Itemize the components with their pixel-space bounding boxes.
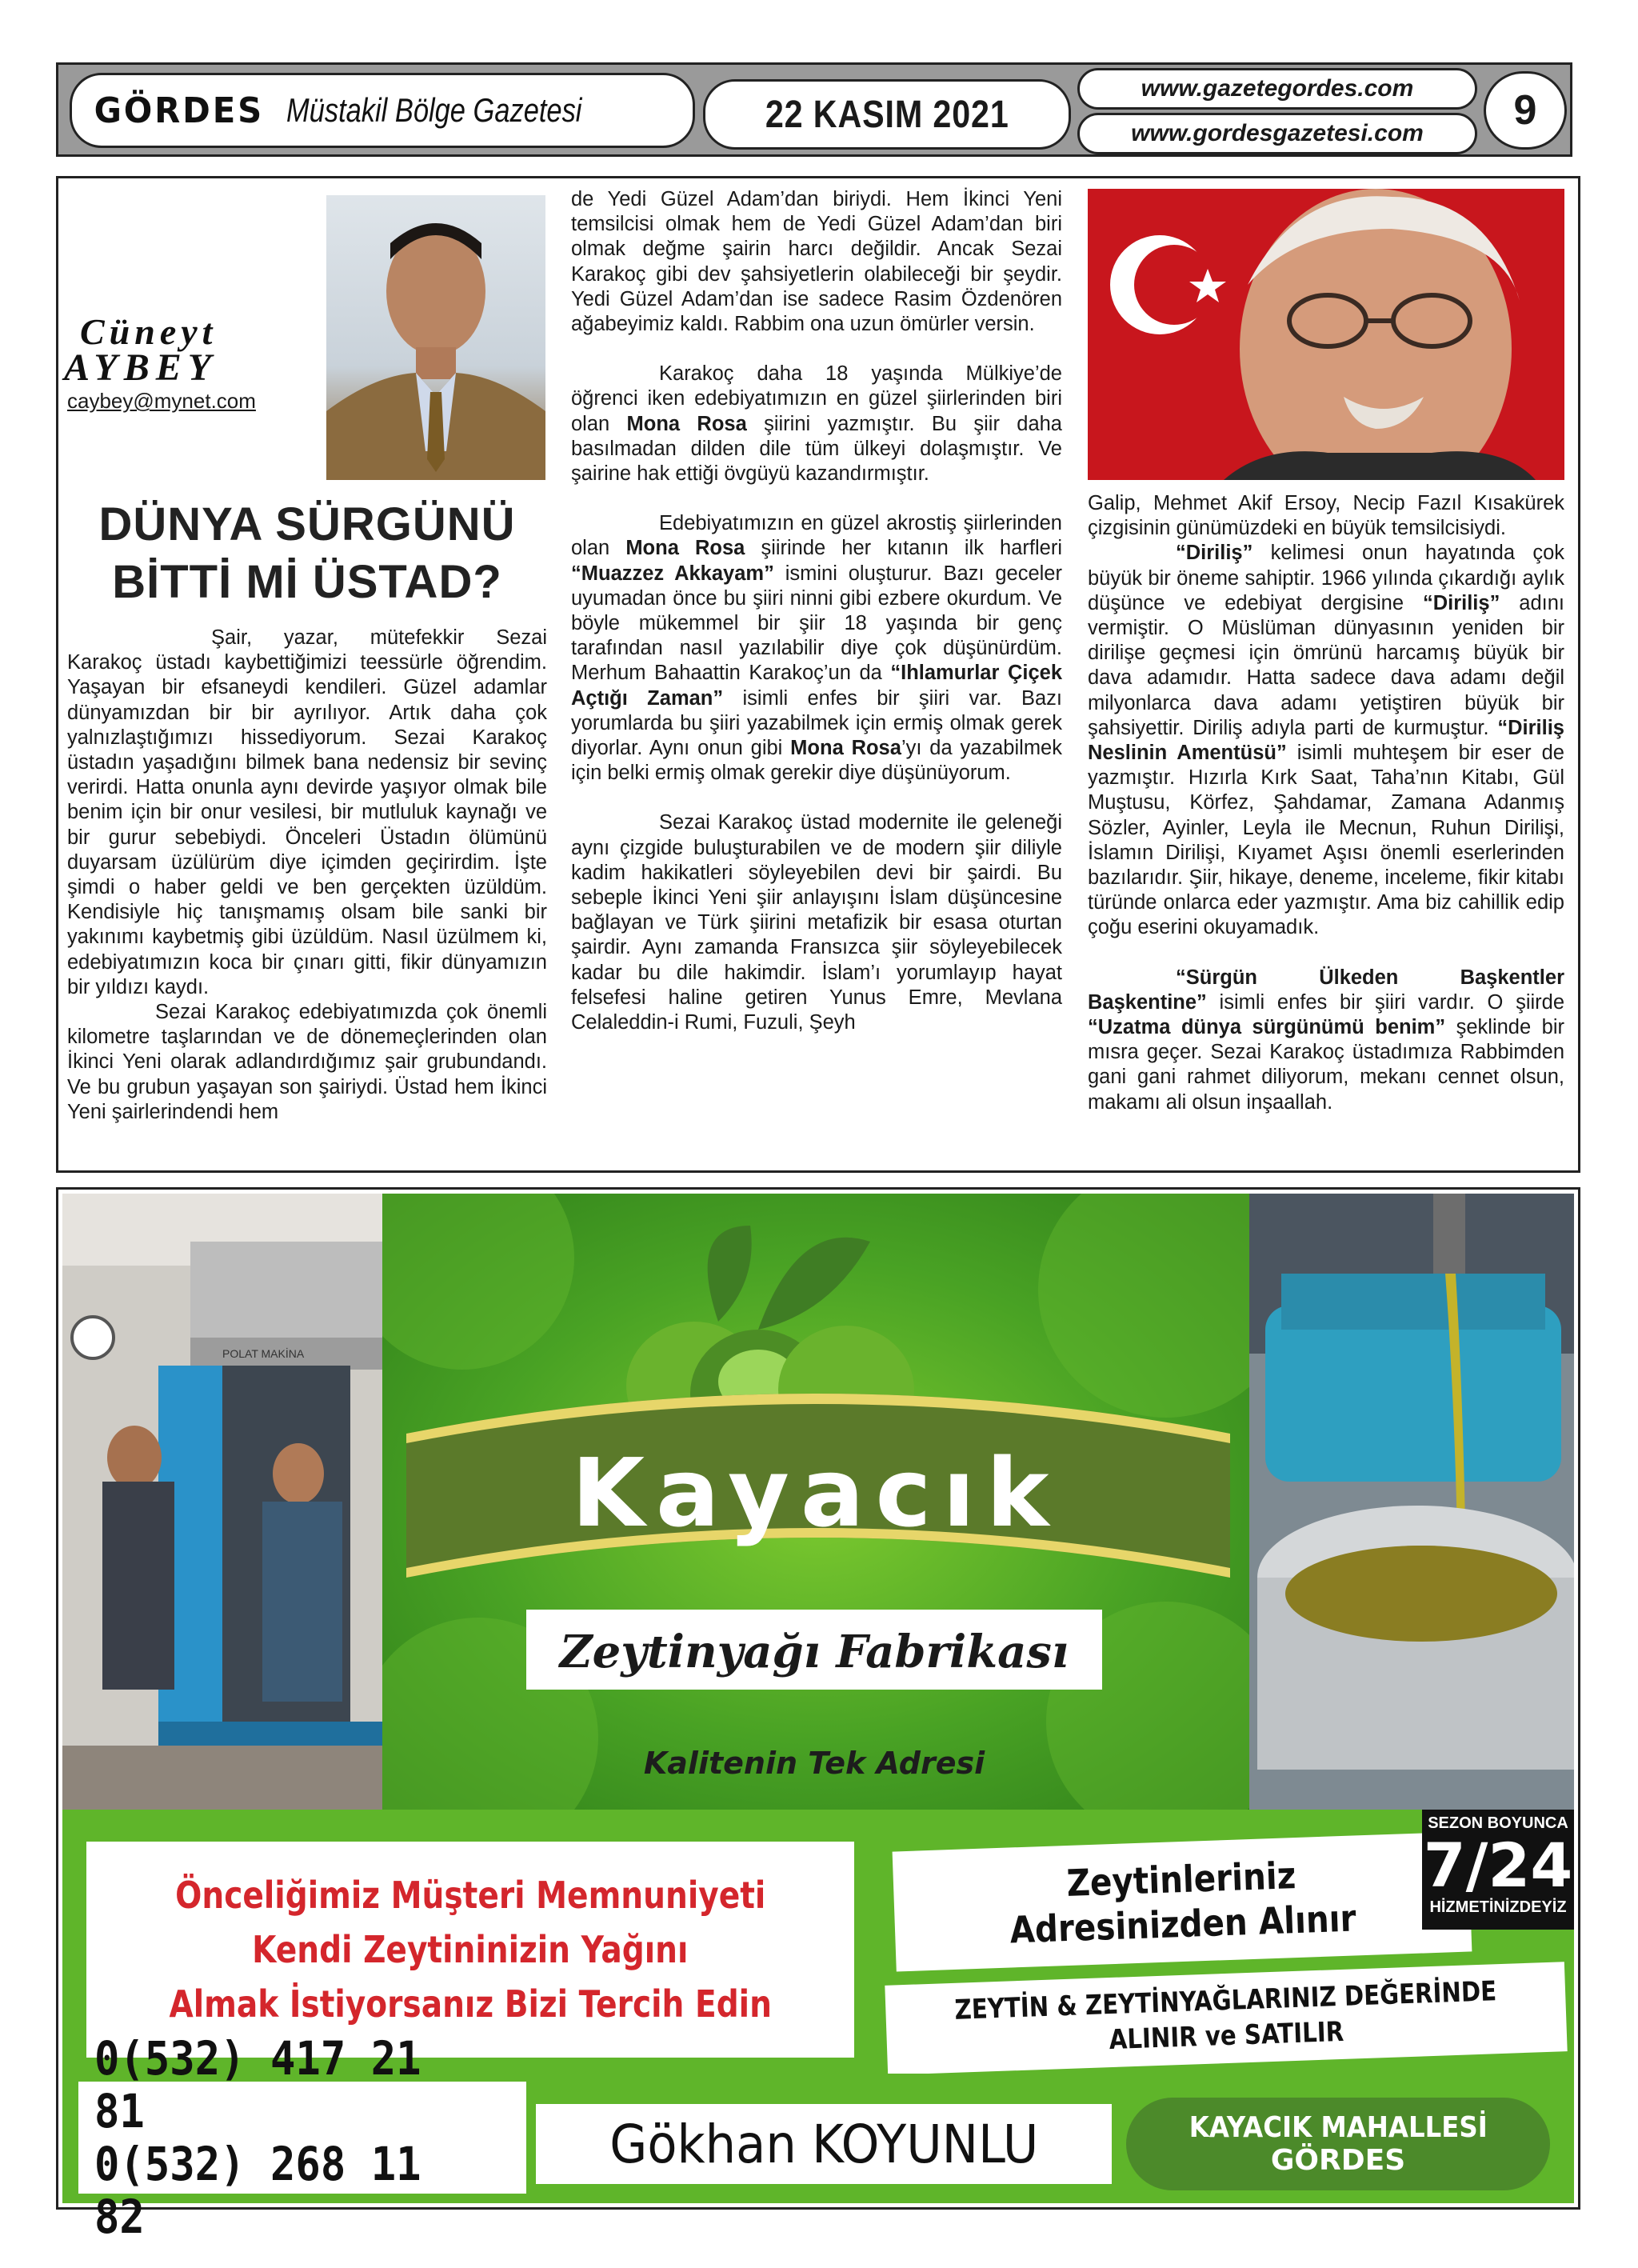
brand-name: Kayacık (571, 1438, 1061, 1548)
article-headline (67, 496, 547, 611)
paragraph: de Yedi Güzel Adam’dan biriydi. Hem İkinci Yeni temsilcisi olmak hem de Yedi Güzel Adam’dan biri olmak değme şairin harcı değildir. Ancak Sezai Karakoç gibi dev şahsiyetlerin olabileceği bir şeydir. Yedi Güzel Adam’dan ise sadece Rasim Özdenören ağabeyimiz kaldı. Rabbim ona uzun ömürler versin. (571, 188, 1062, 336)
contact-name: Gökhan KOYUNLU (609, 2113, 1039, 2175)
paragraph: Edebiyatımızın en güzel akrostiş şiirlerinden olan Mona Rosa şiirinde her kıtanın ilk harfleri “Muazzez Akkayam” ismini oluşturur. Bazı geceler uyumadan önce bu şiiri ninni gibi ezbere okurdum. Ve böyle mükemmel bir şiir 18 yaşında bir genç tarafından nasıl yazılabilir diye çok düşünürdüm. Merhum Bahaattin Karakoç’un da “Ihlamurlar Çiçek Açtığı Zaman” isimli enfes bir şiiri var. Bazı yorumlarda bu şiiri yazabilmek için ermiş olmak gerek diyorlar. Aynı onun gibi Mona Rosa’yı da yazabilmek için belki ermiş olmak gerekir diye düşünüyorum. (571, 512, 1062, 785)
poem-title: Mona Rosa (626, 412, 747, 435)
website-pill-1 (1077, 68, 1477, 110)
pickup-line-1: Zeytinleriniz (1065, 1854, 1297, 1906)
address-line-2: GÖRDES (1270, 2144, 1406, 2177)
contact-name-card (536, 2104, 1112, 2184)
headline-line-2: BİTTİ Mİ ÜSTAD? (112, 556, 502, 608)
tagline: Kalitenin Tek Adresi (643, 1746, 985, 1781)
paragraph: Sezai Karakoç edebiyatımızda çok önemli kilometre taşlarından ve de dönemeçlerinden olan İkinci Yeni olarak adlandırdığımız şair grubundandı. Ve bu grubun yaşayan son şairiydi. Üstad hem İkinci Yeni şairlerindendi hem (67, 1001, 547, 1123)
newspaper-subtitle: Müstakil Bölge Gazetesi (286, 91, 582, 129)
quote: “Diriliş” (1422, 591, 1500, 614)
kayacik-logo-panel (382, 1194, 1249, 1810)
olive-oil-photo (1249, 1194, 1574, 1810)
paragraph: Sezai Karakoç üstad modernite ile geleneği aynı çizgide buluşturabilen ve de modern şiir diliyle kadim hakikatleri söyleyebilen devi bir şairdi. Bu sebeple İkinci Yeni şiir anlayışını İslam düşüncesine bağlayan ve Türk şiirini metafizik bir esasa oturtan şairdir. Aynı zamanda Fransızca şiir söyleyebilecek kadar bu dile hakimdir. İslam’ı yorumlayıp hayat felsefesi haline getiren Yunus Emre, Mevlana Celaleddin-i Rumi, Fuzuli, Şeyh (571, 811, 1062, 1034)
sezai-karakoc-photo (1088, 189, 1564, 480)
poem-title: Mona Rosa (625, 537, 745, 560)
pickup-card (893, 1831, 1472, 1971)
paragraph: “Sürgün Ülkeden Başkentler Başkentine” isimli enfes bir şiiri vardır. O şiirde “Uzatma dünya sürgünümü benim” şeklinde bir mısra geçer. Sezai Karakoç üstadımıza Rabbimden gani gani rahmet diliyorum, mekanı cennet olsun, makamı ali olsun inşaallah. (1088, 966, 1565, 1114)
website-link-2[interactable]: www.gordesgazetesi.com (1131, 120, 1424, 146)
phone-number-1[interactable]: 0(532) 417 21 81 (94, 2031, 421, 2138)
trade-card (885, 1962, 1567, 2075)
quote: “Uzatma dünya sürgünümü benim” (1088, 1016, 1446, 1039)
paragraph: Karakoç daha 18 yaşında Mülkiye’de öğrenci iken edebiyatımızın en güzel şiirlerinden biri olan Mona Rosa şiirini yazmıştır. Bu şiir daha basılmadan dilden dile tüm ülkeyi dolaşmıştır. Ve şairine hak ettiği övgüyü kazandırmıştır. (571, 362, 1062, 486)
author-email[interactable]: caybey@mynet.com (67, 389, 256, 413)
trade-line-2: ALINIR ve SATILIR (1109, 2015, 1345, 2057)
slogan-line-3: Almak İstiyorsanız Bizi Tercih Edin (169, 1982, 772, 2026)
quote: “Muazzez Akkayam” (571, 562, 774, 585)
phone-card (78, 2031, 526, 2244)
slogan-line-1: Önceliğimiz Müşteri Memnuniyeti (174, 1874, 766, 1917)
factory-name: Zeytinyağı Fabrikası (559, 1626, 1069, 1678)
author-last-name: AYBEY (64, 346, 218, 389)
date-pill (703, 79, 1071, 150)
hours-label: 7/24 (1423, 1830, 1573, 1901)
address-badge (1126, 2098, 1550, 2190)
pickup-line-2: Adresinizden Alınır (1009, 1896, 1357, 1952)
page-number-badge (1484, 71, 1567, 150)
season-badge (1422, 1810, 1574, 1930)
article-column-3 (1088, 491, 1564, 1140)
slogan-card (86, 1842, 854, 2058)
paragraph: Galip, Mehmet Akif Ersoy, Necip Fazıl Kısakürek çizgisinin günümüzdeki en büyük temsilcisiydi. (1088, 492, 1564, 540)
poem-title: Mona Rosa (790, 737, 901, 760)
paragraph: “Diriliş” kelimesi onun hayatında çok büyük bir öneme sahiptir. 1966 yılında çıkardığı aylık düşünce ve edebiyat dergisine “Diriliş” adını vermiştir. O Müslüman dünyasının yeniden bir dirilişe geçmesi için ömrünü harcamış büyük bir dava adamıdır. Hatta sadece dava adamı değil milyonlarca dava adamı yetiştiren büyük bir şahsiyettir. Diriliş adıyla parti de kurmuştur. “Diriliş Neslinin Amentüsü” isimli muhteşem bir eser de yazmıştır. Hızırla Kırk Saat, Taha’nın Kitabı, Gül Muştusu, Körfez, Şahdamar, Zamana Adanmış Sözler, Ayinler, Leyla ile Mecnun, Ruhun Dirilişi, İslamın Dirilişi, Kıyamet Aşısı önemli eserlerinden bazılarıdır. Şiir, hikaye, deneme, inceleme, fikir kitabı türünde onlarca eder yazmıştır. Ama biz cahillik edip çoğu eserini okuyamadık. (1088, 542, 1564, 939)
article-column-2 (571, 187, 1062, 1060)
trade-line-1: ZEYTİN & ZEYTİNYAĞLARINIZ DEĞERİNDE (953, 1975, 1497, 2026)
quote: “Sürgün Ülkeden Başkentler Başkentine” (1088, 966, 1564, 1014)
publication-date: 22 KASIM 2021 (765, 93, 1009, 136)
article-column-1 (67, 626, 547, 1150)
paragraph: Şair, yazar, mütefekkir Sezai Karakoç üstadı kaybettiğimizi teessürle öğrendim. Yaşayan bir efsaneydi kendileri. Güzel adamlar dünyamızdan bir bir ayrılıyor. Artık daha çok yalnızlaştığımızı hissediyorum. Sezai Karakoç üstadın yaşadığını bilmek bana nedensiz bir sevinç verirdi. Hatta onunla aynı devirde yaşıyor olmak bile benim için bir onur vesilesi, bir mutluluk kaynağı ve bir gurur sebebiydi. Önceleri Üstadın ölümünü duyarsam üzülürüm diye içimden geçirirdim. İşte şimdi o haber geldi ve ben gerçekten üzüldüm. Kendisiyle hiç tanışmamış olsam bile sanki bir yakınımı kaybetmiş gibi üzüldüm. Nasıl üzülmem ki, edebiyatımızın koca bir çınarı gitti, fikir dünyamızın bir yıldızı kaydı. (67, 626, 547, 998)
newspaper-name: GÖRDES (94, 90, 265, 131)
service-label: HİZMETİNİZDEYİZ (1429, 1898, 1567, 1916)
headline-line-1: DÜNYA SÜRGÜNÜ (98, 498, 516, 550)
website-pill-2 (1077, 113, 1477, 154)
quote: “Ihlamurlar Çiçek Açtığı Zaman” (571, 662, 1062, 710)
quote: “Diriliş” (1176, 542, 1253, 565)
masthead-title-pill (70, 73, 695, 148)
author-first-name: Cüneyt (80, 311, 218, 352)
phone-number-2[interactable]: 0(532) 268 11 82 (94, 2137, 421, 2244)
season-label: SEZON BOYUNCA (1428, 1814, 1568, 1832)
machine-label: POLAT MAKİNA (222, 1347, 305, 1360)
author-photo (326, 195, 545, 480)
quote: “Diriliş Neslinin Amentüsü” (1088, 716, 1564, 765)
factory-machine-photo (62, 1194, 382, 1810)
slogan-line-2: Kendi Zeytininizin Yağını (252, 1928, 689, 1971)
address-line-1: KAYACIK MAHALLESİ (1189, 2111, 1488, 2144)
masthead (56, 62, 1572, 157)
page-number: 9 (1513, 87, 1537, 134)
website-link-1[interactable]: www.gazetegordes.com (1141, 75, 1414, 102)
